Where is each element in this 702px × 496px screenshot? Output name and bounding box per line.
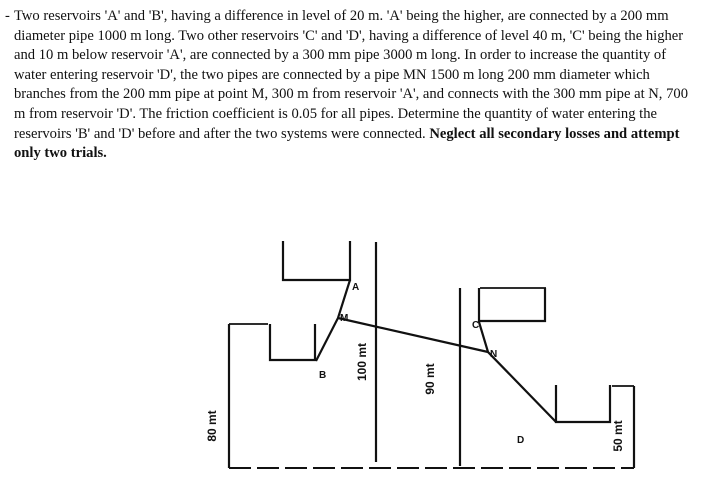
dim-d-height: 50 mt [611, 420, 625, 452]
dim-c-height: 90 mt [423, 363, 437, 395]
dim-a-height: 100 mt [355, 342, 369, 382]
label-n: N [490, 349, 498, 360]
label-c: C [472, 320, 480, 331]
label-d: D [517, 435, 525, 446]
reservoir-c [479, 288, 545, 321]
label-b: B [319, 370, 327, 381]
dim-b-height: 80 mt [205, 410, 219, 442]
reservoir-d [556, 385, 610, 422]
problem-emphasis: Neglect all secondary losses and attempt only two trials. [14, 125, 680, 162]
reservoir-b [270, 324, 315, 360]
problem-text: Two reservoirs 'A' and 'B', having a difference in level of 20 m. 'A' being the higher, are connected by a 200 mm diameter pipe 1000 m long. Two other reservoirs 'C' and 'D', having a difference of level 40 m, 'C' being the higher and 10 m below reservoir 'A', are connected by a 300 mm pipe 3000 m long. In order to increase the quantity of water entering reservoir 'D', the two pipes are connected by a pipe MN 1500 m long 200 mm diameter which branches from the 200 mm pipe at point M, 300 m from reservoir 'A', and connects with the 300 mm pipe at N, 700 m from reservoir 'D'. The friction coefficient is 0.05 for all pipes. Determine the quantity of water entering the reservoirs 'B' and 'D' before and after the two systems were connected. [14, 8, 688, 142]
label-m: M [340, 313, 349, 324]
pipe-c-d [479, 322, 556, 422]
reservoir-a [283, 241, 350, 280]
bullet-marker: - [5, 8, 10, 24]
label-a: A [352, 282, 360, 293]
